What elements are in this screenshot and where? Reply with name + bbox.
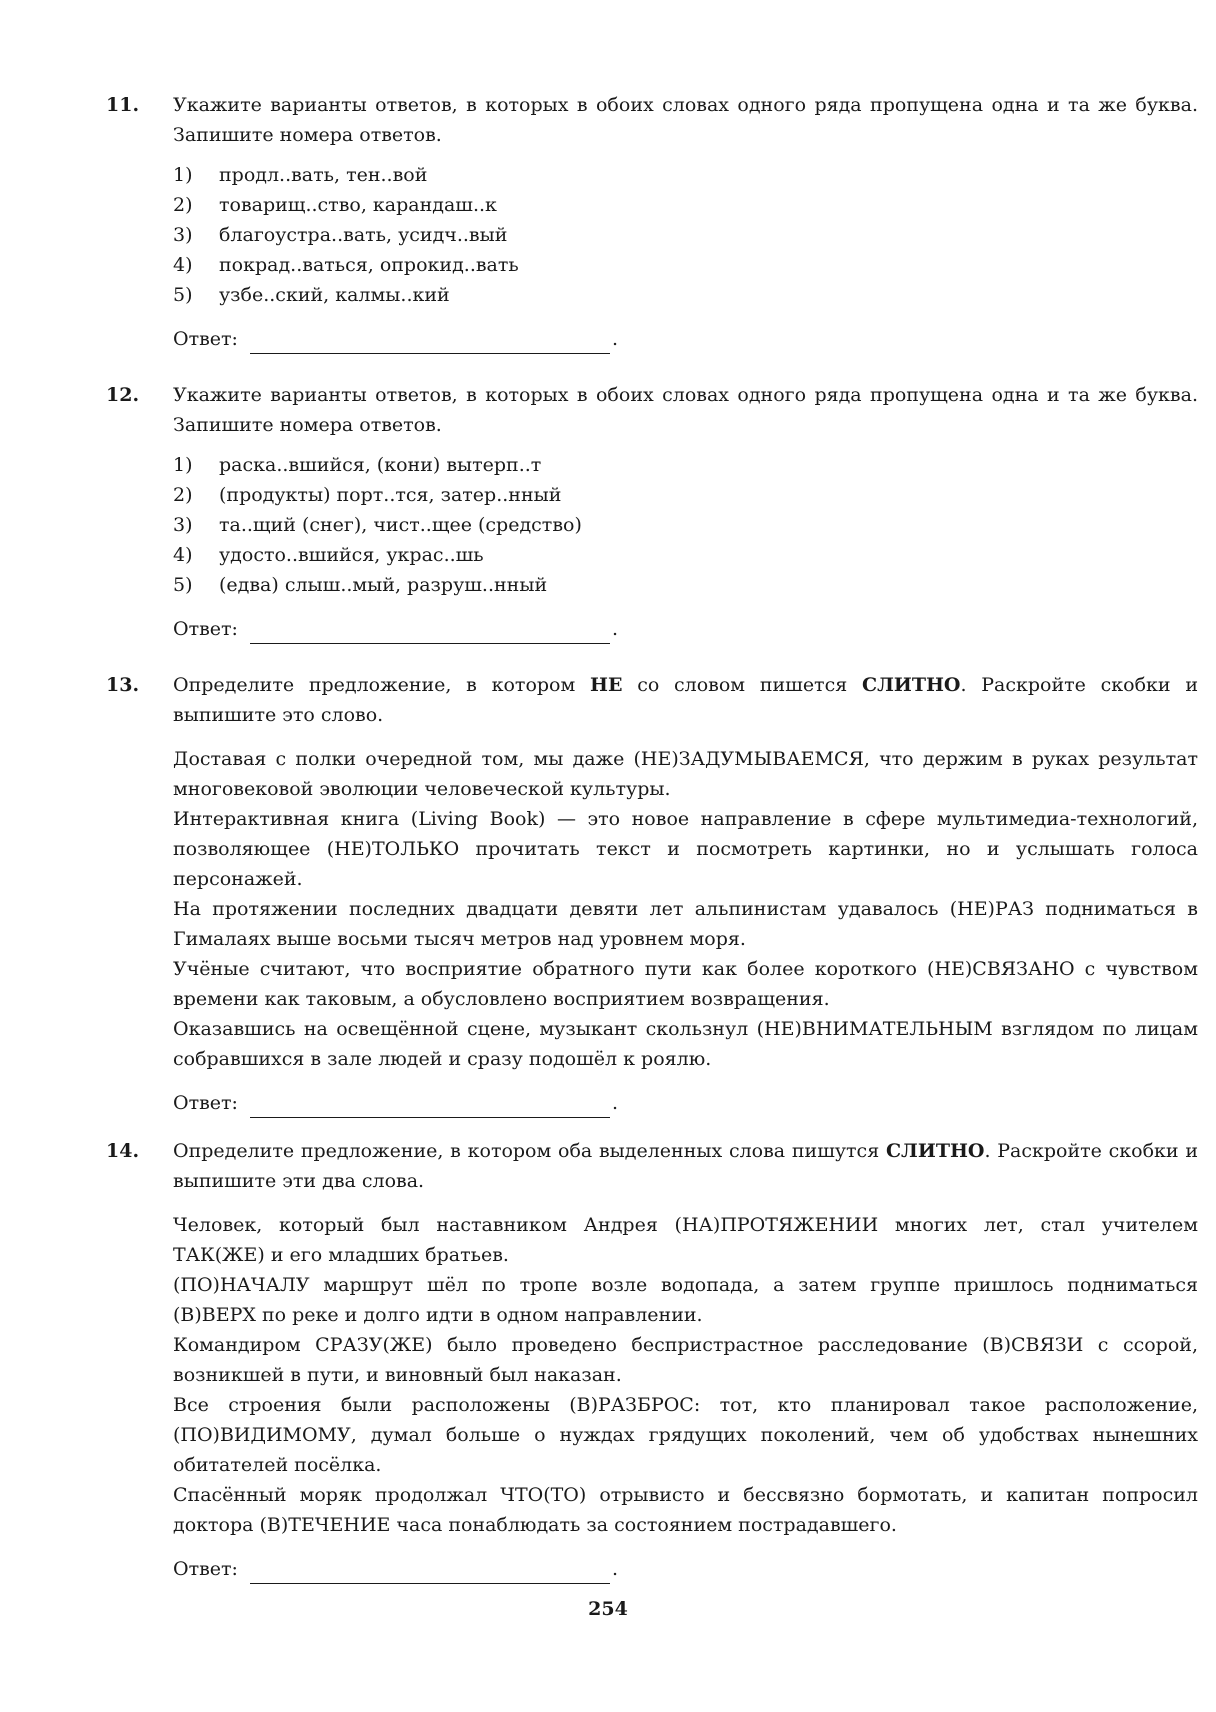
prompt-text: . Раскройте скобки и выпишите эти два слова. bbox=[173, 1140, 1198, 1192]
sentence: Все строения были расположены (В)РАЗБРОС: тот, кто планировал такое расположение, (ПО)ВИДИМОМУ, думал больше о нуждах грядущих поколений, чем об удобствах нынешних обитателей посёлка. bbox=[173, 1394, 1198, 1476]
option-item bbox=[173, 250, 1216, 280]
sentence: Учёные считают, что восприятие обратного пути как более короткого (НЕ)СВЯЗАНО с чувством времени как таковым, а обусловлено восприятием возвращения. bbox=[173, 958, 1198, 1010]
option-item bbox=[173, 220, 1216, 250]
task-13 bbox=[0, 670, 1216, 1118]
task-prompt: Укажите варианты ответов, в которых в обоих словах одного ряда пропущена одна и та же буква. Запишите номера ответов. bbox=[173, 94, 1198, 146]
option-number: 5) bbox=[173, 574, 193, 596]
task-number: 12. bbox=[106, 384, 140, 406]
prompt-text: Определите предложение, в котором bbox=[173, 674, 591, 696]
prompt-text: со словом пишется bbox=[622, 674, 862, 696]
option-text: узбе..ский, калмы..кий bbox=[219, 284, 450, 306]
option-item bbox=[173, 280, 1216, 310]
answer-label: Ответ: bbox=[173, 1092, 238, 1114]
page-number: 254 bbox=[588, 1598, 628, 1620]
task-prompt: Укажите варианты ответов, в которых в обоих словах одного ряда пропущена одна и та же буква. Запишите номера ответов. bbox=[173, 384, 1198, 436]
sentence: Оказавшись на освещённой сцене, музыкант скользнул (НЕ)ВНИМАТЕЛЬНЫМ взглядом по лицам собравшихся в зале людей и сразу подошёл к роялю. bbox=[173, 1018, 1198, 1070]
task-number: 14. bbox=[106, 1140, 140, 1162]
answer-dot: . bbox=[611, 328, 618, 350]
prompt-text: . Раскройте скобки и выпишите это слово. bbox=[173, 674, 1198, 726]
task-11 bbox=[0, 90, 1216, 354]
option-item bbox=[173, 480, 1216, 510]
option-text: раска..вшийся, (кони) вытерп..т bbox=[219, 454, 542, 476]
prompt-text: Определите предложение, в котором оба выделенных слова пишутся bbox=[173, 1140, 886, 1162]
answer-field[interactable] bbox=[250, 621, 610, 644]
option-number: 5) bbox=[173, 284, 193, 306]
sentence: Спасённый моряк продолжал ЧТО(ТО) отрывисто и бессвязно бормотать, и капитан попросил доктора (В)ТЕЧЕНИЕ часа понаблюдать за состоянием пострадавшего. bbox=[173, 1484, 1198, 1536]
answer-label: Ответ: bbox=[173, 1558, 238, 1580]
option-number: 3) bbox=[173, 224, 193, 246]
option-item bbox=[173, 160, 1216, 190]
answer-row bbox=[173, 324, 1216, 354]
option-text: (продукты) порт..тся, затер..нный bbox=[219, 484, 562, 506]
answer-dot: . bbox=[611, 1558, 618, 1580]
option-text: товарищ..ство, карандаш..к bbox=[219, 194, 497, 216]
sentences-list bbox=[173, 1210, 1198, 1540]
option-number: 1) bbox=[173, 454, 193, 476]
task-prompt bbox=[173, 670, 1198, 730]
option-number: 4) bbox=[173, 254, 193, 276]
option-number: 4) bbox=[173, 544, 193, 566]
sentence: Человек, который был наставником Андрея (НА)ПРОТЯЖЕНИИ многих лет, стал учителем ТАК(ЖЕ) и его младших братьев. bbox=[173, 1214, 1198, 1266]
task-12 bbox=[0, 380, 1216, 644]
option-text: та..щий (снег), чист..щее (средство) bbox=[219, 514, 582, 536]
option-number: 1) bbox=[173, 164, 193, 186]
answer-field[interactable] bbox=[250, 1561, 610, 1584]
sentences-list bbox=[173, 744, 1198, 1074]
option-item bbox=[173, 540, 1216, 570]
prompt-emphasis: НЕ bbox=[590, 674, 623, 696]
answer-dot: . bbox=[611, 1092, 618, 1114]
option-text: покрад..ваться, опрокид..вать bbox=[219, 254, 519, 276]
answer-label: Ответ: bbox=[173, 328, 238, 350]
option-text: продл..вать, тен..вой bbox=[219, 164, 428, 186]
answer-row bbox=[173, 1088, 1216, 1118]
prompt-emphasis: СЛИТНО bbox=[885, 1140, 985, 1162]
options-list bbox=[173, 160, 1216, 310]
option-text: благоустра..вать, усидч..вый bbox=[219, 224, 508, 246]
answer-field[interactable] bbox=[250, 1095, 610, 1118]
task-number: 13. bbox=[106, 674, 140, 696]
sentence: Командиром СРАЗУ(ЖЕ) было проведено беспристрастное расследование (В)СВЯЗИ с ссорой, возникшей в пути, и виновный был наказан. bbox=[173, 1334, 1198, 1386]
sentence: (ПО)НАЧАЛУ маршрут шёл по тропе возле водопада, а затем группе пришлось подниматься (В)ВЕРХ по реке и долго идти в одном направлении. bbox=[173, 1274, 1198, 1326]
option-item bbox=[173, 510, 1216, 540]
task-prompt bbox=[173, 1136, 1198, 1196]
sentence: На протяжении последних двадцати девяти лет альпинистам удавалось (НЕ)РАЗ подниматься в Гималаях выше восьми тысяч метров над уровнем моря. bbox=[173, 898, 1198, 950]
sentence: Доставая с полки очередной том, мы даже (НЕ)ЗАДУМЫВАЕМСЯ, что держим в руках результат многовековой эволюции человеческой культуры. bbox=[173, 748, 1198, 800]
task-14 bbox=[0, 1136, 1216, 1584]
options-list bbox=[173, 450, 1216, 600]
option-number: 3) bbox=[173, 514, 193, 536]
option-number: 2) bbox=[173, 194, 193, 216]
sentence: Интерактивная книга (Living Book) — это новое направление в сфере мультимедиа-технологий, позволяющее (НЕ)ТОЛЬКО прочитать текст и посмотреть картинки, но и услышать голоса персонажей. bbox=[173, 808, 1198, 890]
task-number: 11. bbox=[106, 94, 140, 116]
answer-label: Ответ: bbox=[173, 618, 238, 640]
option-item bbox=[173, 570, 1216, 600]
answer-dot: . bbox=[611, 618, 618, 640]
answer-row bbox=[173, 614, 1216, 644]
option-number: 2) bbox=[173, 484, 193, 506]
answer-field[interactable] bbox=[250, 331, 610, 354]
answer-row bbox=[173, 1554, 1216, 1584]
option-item bbox=[173, 450, 1216, 480]
option-text: (едва) слыш..мый, разруш..нный bbox=[219, 574, 548, 596]
option-text: удосто..вшийся, украс..шь bbox=[219, 544, 484, 566]
prompt-emphasis: СЛИТНО bbox=[861, 674, 961, 696]
option-item bbox=[173, 190, 1216, 220]
